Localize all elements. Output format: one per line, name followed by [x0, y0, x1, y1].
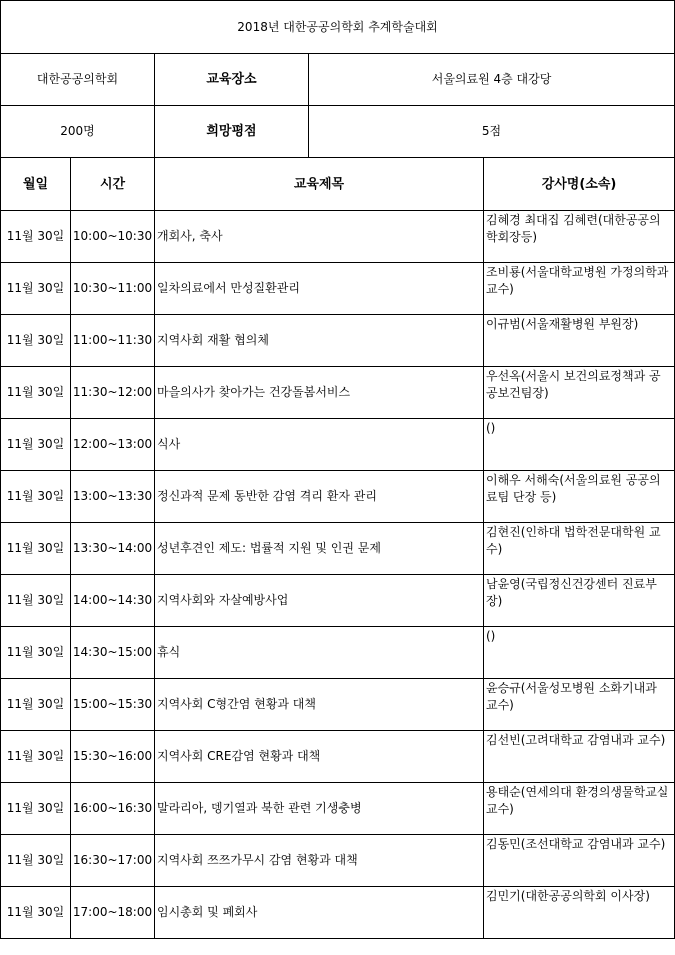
- score-value: 5점: [309, 106, 675, 158]
- session-row: [1, 211, 675, 263]
- session-speaker: 조비룡(서울대학교병원 가정의학과 교수): [484, 263, 675, 315]
- session-row: [1, 627, 675, 679]
- session-date: 11월 30일: [1, 679, 71, 731]
- event-title: 2018년 대한공공의학회 추계학술대회: [1, 1, 675, 54]
- session-topic: 지역사회 C형간염 현황과 대책: [155, 679, 484, 731]
- session-row: [1, 835, 675, 887]
- session-date: 11월 30일: [1, 471, 71, 523]
- session-time: 14:30~15:00: [71, 627, 155, 679]
- venue-row: [1, 54, 675, 106]
- title-row: [1, 1, 675, 54]
- session-date: 11월 30일: [1, 419, 71, 471]
- session-date: 11월 30일: [1, 783, 71, 835]
- session-date: 11월 30일: [1, 211, 71, 263]
- session-time: 11:30~12:00: [71, 367, 155, 419]
- session-topic: 지역사회와 자살예방사업: [155, 575, 484, 627]
- session-speaker: (): [484, 419, 675, 471]
- session-speaker: 남윤영(국립정신건강센터 진료부장): [484, 575, 675, 627]
- column-header-topic: 교육제목: [155, 158, 484, 211]
- session-speaker: 윤승규(서울성모병원 소화기내과 교수): [484, 679, 675, 731]
- session-topic: 지역사회 쯔쯔가무시 감염 현황과 대책: [155, 835, 484, 887]
- session-date: 11월 30일: [1, 835, 71, 887]
- session-speaker: 김민기(대한공공의학회 이사장): [484, 887, 675, 939]
- session-date: 11월 30일: [1, 523, 71, 575]
- session-topic: 정신과적 문제 동반한 감염 격리 환자 관리: [155, 471, 484, 523]
- column-header-row: [1, 158, 675, 211]
- session-date: 11월 30일: [1, 263, 71, 315]
- attendee-count: 200명: [1, 106, 155, 158]
- session-row: [1, 523, 675, 575]
- session-date: 11월 30일: [1, 575, 71, 627]
- session-time: 16:30~17:00: [71, 835, 155, 887]
- session-row: [1, 783, 675, 835]
- session-time: 10:00~10:30: [71, 211, 155, 263]
- session-topic: 일차의료에서 만성질환관리: [155, 263, 484, 315]
- session-time: 11:00~11:30: [71, 315, 155, 367]
- session-topic: 지역사회 재활 협의체: [155, 315, 484, 367]
- session-row: [1, 731, 675, 783]
- column-header-time: 시간: [71, 158, 155, 211]
- session-date: 11월 30일: [1, 887, 71, 939]
- session-row: [1, 575, 675, 627]
- session-topic: 임시총회 및 폐회사: [155, 887, 484, 939]
- session-row: [1, 367, 675, 419]
- session-topic: 성년후견인 제도: 법률적 지원 및 인권 문제: [155, 523, 484, 575]
- session-time: 15:00~15:30: [71, 679, 155, 731]
- organizer: 대한공공의학회: [1, 54, 155, 106]
- session-row: [1, 263, 675, 315]
- session-topic: 휴식: [155, 627, 484, 679]
- column-header-speaker: 강사명(소속): [484, 158, 675, 211]
- session-time: 15:30~16:00: [71, 731, 155, 783]
- session-speaker: 김동민(조선대학교 감염내과 교수): [484, 835, 675, 887]
- session-date: 11월 30일: [1, 627, 71, 679]
- session-topic: 지역사회 CRE감염 현황과 대책: [155, 731, 484, 783]
- session-time: 17:00~18:00: [71, 887, 155, 939]
- session-speaker: 김혜경 최대집 김혜련(대한공공의학회장등): [484, 211, 675, 263]
- session-time: 13:00~13:30: [71, 471, 155, 523]
- session-date: 11월 30일: [1, 315, 71, 367]
- session-topic: 마을의사가 찾아가는 건강돌봄서비스: [155, 367, 484, 419]
- session-row: [1, 679, 675, 731]
- session-time: 13:30~14:00: [71, 523, 155, 575]
- score-label: 희망평점: [155, 106, 309, 158]
- session-topic: 개회사, 축사: [155, 211, 484, 263]
- session-row: [1, 471, 675, 523]
- session-topic: 말라리아, 뎅기열과 북한 관련 기생충병: [155, 783, 484, 835]
- venue-label: 교육장소: [155, 54, 309, 106]
- venue-value: 서울의료원 4층 대강당: [309, 54, 675, 106]
- session-time: 10:30~11:00: [71, 263, 155, 315]
- session-speaker: 김현진(인하대 법학전문대학원 교수): [484, 523, 675, 575]
- session-speaker: 이해우 서해숙(서울의료원 공공의료팀 단장 등): [484, 471, 675, 523]
- session-time: 12:00~13:00: [71, 419, 155, 471]
- session-time: 14:00~14:30: [71, 575, 155, 627]
- session-row: [1, 315, 675, 367]
- session-row: [1, 419, 675, 471]
- session-speaker: (): [484, 627, 675, 679]
- session-speaker: 김선빈(고려대학교 감염내과 교수): [484, 731, 675, 783]
- session-speaker: 우선옥(서울시 보건의료정책과 공공보건팀장): [484, 367, 675, 419]
- session-time: 16:00~16:30: [71, 783, 155, 835]
- session-date: 11월 30일: [1, 731, 71, 783]
- column-header-date: 월일: [1, 158, 71, 211]
- session-topic: 식사: [155, 419, 484, 471]
- session-speaker: 이규범(서울재활병원 부원장): [484, 315, 675, 367]
- session-row: [1, 887, 675, 939]
- session-date: 11월 30일: [1, 367, 71, 419]
- score-row: [1, 106, 675, 158]
- session-speaker: 용태순(연세의대 환경의생물학교실 교수): [484, 783, 675, 835]
